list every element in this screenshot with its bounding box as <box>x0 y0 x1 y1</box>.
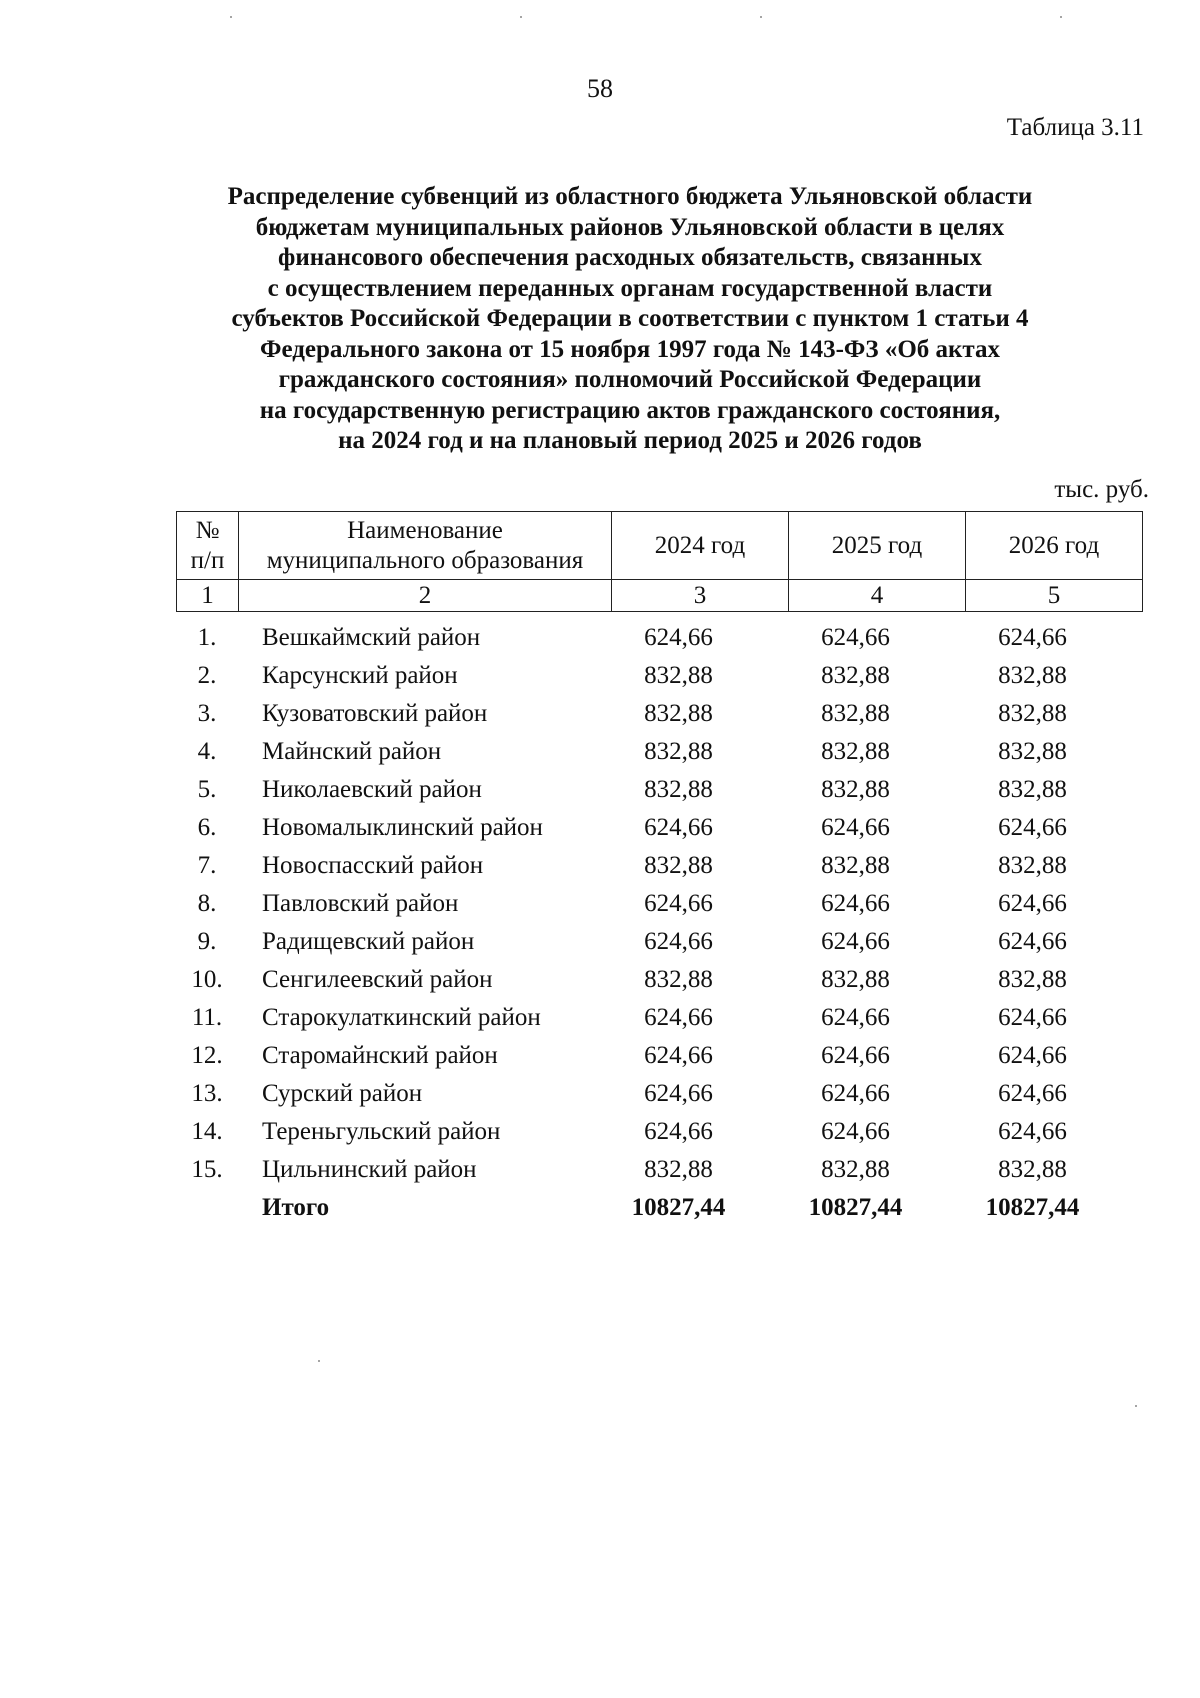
table-row <box>176 842 1142 880</box>
value-2026: 832,88 <box>998 1156 1067 1183</box>
row-number: 5. <box>197 776 217 803</box>
table-row <box>176 956 1142 994</box>
value-2025: 624,66 <box>821 1118 890 1145</box>
scan-speck <box>760 16 762 18</box>
row-number: 4. <box>197 738 217 765</box>
table-row <box>176 766 1142 804</box>
row-number: 9. <box>197 928 217 955</box>
value-2025: 624,66 <box>821 890 890 917</box>
header-2024: 2024 год <box>612 512 789 580</box>
total-2026: 10827,44 <box>985 1194 1080 1221</box>
title-line: Распределение субвенций из областного бюджета Ульяновской области <box>227 183 1033 210</box>
value-2025: 832,88 <box>821 776 890 803</box>
table-row <box>176 1108 1142 1146</box>
value-2025: 832,88 <box>821 738 890 765</box>
table-row <box>176 614 1142 652</box>
table-row <box>176 1032 1142 1070</box>
row-name: Карсунский район <box>262 662 458 689</box>
value-2025: 832,88 <box>821 662 890 689</box>
column-number: 2 <box>239 580 612 612</box>
table-row <box>176 652 1142 690</box>
title-line: финансового обеспечения расходных обязательств, связанных <box>278 244 982 271</box>
value-2024: 624,66 <box>644 890 713 917</box>
value-2024: 832,88 <box>644 700 713 727</box>
value-2026: 624,66 <box>998 1118 1067 1145</box>
value-2025: 624,66 <box>821 1004 890 1031</box>
header-2026: 2026 год <box>966 512 1143 580</box>
value-2026: 624,66 <box>998 1042 1067 1069</box>
scan-speck <box>1060 16 1062 18</box>
header-2025: 2025 год <box>789 512 966 580</box>
value-2026: 624,66 <box>998 928 1067 955</box>
header-name <box>239 512 612 580</box>
row-name: Павловский район <box>262 890 459 917</box>
title-line: на 2024 год и на плановый период 2025 и 2026 годов <box>338 427 922 454</box>
column-number: 1 <box>177 580 239 612</box>
value-2024: 832,88 <box>644 966 713 993</box>
row-number: 13. <box>191 1080 223 1107</box>
row-number: 15. <box>191 1156 223 1183</box>
row-number: 3. <box>197 700 217 727</box>
total-2025: 10827,44 <box>808 1194 903 1221</box>
row-name: Майнский район <box>262 738 442 765</box>
value-2025: 624,66 <box>821 1080 890 1107</box>
value-2025: 624,66 <box>821 1042 890 1069</box>
table-row <box>176 804 1142 842</box>
value-2025: 832,88 <box>821 700 890 727</box>
header-name-line1: Наименование <box>347 516 503 544</box>
row-name: Сенгилеевский район <box>262 966 493 993</box>
table-row <box>176 918 1142 956</box>
total-2024: 10827,44 <box>631 1194 726 1221</box>
row-name: Новомалыклинский район <box>262 814 543 841</box>
column-number: 5 <box>966 580 1143 612</box>
document-title <box>150 182 1110 457</box>
value-2024: 832,88 <box>644 738 713 765</box>
total-row <box>176 1184 1142 1222</box>
value-2026: 624,66 <box>998 814 1067 841</box>
row-number: 7. <box>197 852 217 879</box>
value-2024: 832,88 <box>644 852 713 879</box>
title-line: гражданского состояния» полномочий Российской Федерации <box>278 366 982 393</box>
value-2024: 832,88 <box>644 776 713 803</box>
row-name: Старомайнский район <box>262 1042 498 1069</box>
title-line: бюджетам муниципальных районов Ульяновской области в целях <box>255 213 1005 241</box>
scan-speck <box>1135 1405 1137 1407</box>
column-number: 4 <box>789 580 966 612</box>
value-2026: 832,88 <box>998 700 1067 727</box>
row-name: Николаевский район <box>262 776 482 803</box>
value-2024: 624,66 <box>644 1042 713 1069</box>
row-number: 8. <box>197 890 217 917</box>
row-name: Тереньгульский район <box>262 1118 501 1145</box>
value-2026: 624,66 <box>998 1004 1067 1031</box>
value-2026: 832,88 <box>998 776 1067 803</box>
table-row <box>176 880 1142 918</box>
page-number: 58 <box>587 74 613 103</box>
row-number: 11. <box>191 1004 223 1031</box>
row-name: Кузоватовский район <box>262 700 488 727</box>
table-row <box>176 728 1142 766</box>
value-2024: 624,66 <box>644 1118 713 1145</box>
table-header <box>176 511 1142 612</box>
scan-speck <box>520 16 522 18</box>
value-2024: 624,66 <box>644 928 713 955</box>
value-2025: 832,88 <box>821 1156 890 1183</box>
value-2024: 832,88 <box>644 662 713 689</box>
value-2026: 832,88 <box>998 966 1067 993</box>
value-2026: 832,88 <box>998 662 1067 689</box>
row-name: Вешкаймский район <box>262 624 481 651</box>
value-2024: 624,66 <box>644 1080 713 1107</box>
value-2024: 624,66 <box>644 624 713 651</box>
title-line: с осуществлением переданных органам государственной власти <box>267 274 993 302</box>
column-number: 3 <box>612 580 789 612</box>
row-number: 10. <box>191 966 223 993</box>
value-2026: 624,66 <box>998 624 1067 651</box>
value-2025: 624,66 <box>821 814 890 841</box>
row-number: 2. <box>197 662 217 689</box>
value-2026: 832,88 <box>998 738 1067 765</box>
row-name: Сурский район <box>262 1080 423 1107</box>
value-2025: 832,88 <box>821 852 890 879</box>
header-number <box>177 512 239 580</box>
value-2026: 624,66 <box>998 1080 1067 1107</box>
value-2024: 624,66 <box>644 814 713 841</box>
value-2024: 832,88 <box>644 1156 713 1183</box>
title-line: на государственную регистрацию актов гражданского состояния, <box>259 396 1001 424</box>
value-2025: 832,88 <box>821 966 890 993</box>
table-caption: Таблица 3.11 <box>1006 114 1144 141</box>
title-line: Федерального закона от 15 ноября 1997 года № 143-ФЗ «Об актах <box>259 335 1001 363</box>
table-row <box>176 994 1142 1032</box>
row-name: Радищевский район <box>262 928 475 955</box>
value-2026: 624,66 <box>998 890 1067 917</box>
units-label: тыс. руб. <box>1054 476 1149 503</box>
value-2025: 624,66 <box>821 624 890 651</box>
value-2024: 624,66 <box>644 1004 713 1031</box>
row-number: 1. <box>197 624 217 651</box>
table-row <box>176 1070 1142 1108</box>
table-body <box>176 614 1142 1222</box>
total-label: Итого <box>262 1194 330 1221</box>
row-number: 12. <box>191 1042 223 1069</box>
value-2026: 832,88 <box>998 852 1067 879</box>
row-number: 14. <box>191 1118 223 1145</box>
title-line: субъектов Российской Федерации в соответствии с пунктом 1 статьи 4 <box>231 305 1029 332</box>
scan-speck <box>230 16 232 18</box>
header-name-line2: муниципального образования <box>266 546 584 574</box>
row-number: 6. <box>197 814 217 841</box>
row-name: Старокулаткинский район <box>262 1004 541 1031</box>
row-name: Цильнинский район <box>262 1156 477 1183</box>
scan-speck <box>318 1360 320 1362</box>
value-2025: 624,66 <box>821 928 890 955</box>
header-number-line1: № <box>195 516 220 544</box>
table-row <box>176 1146 1142 1184</box>
header-number-line2: п/п <box>190 546 225 574</box>
row-name: Новоспасский район <box>262 852 484 879</box>
table-row <box>176 690 1142 728</box>
